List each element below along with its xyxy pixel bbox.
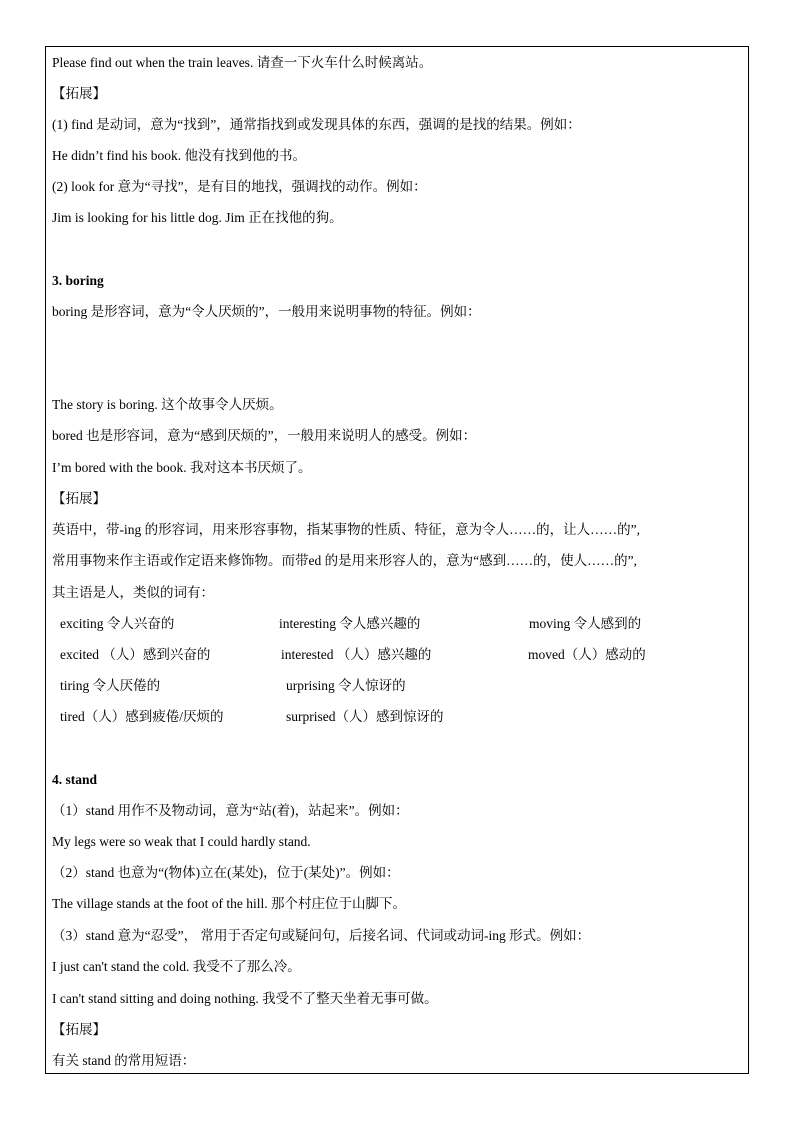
text-line: 英语中，带-ing 的形容词，用来形容事物，指某事物的性质、特征，意为令人……的，让人……的”, [52, 522, 640, 537]
word-moving: moving 令人感到的 [529, 616, 642, 631]
text-line: （1）stand 用作不及物动词，意为“站(着)，站起来”。例如： [52, 803, 409, 818]
text-line: I can't stand sitting and doing nothing. 我受不了整天坐着无事可做。 [52, 991, 438, 1006]
text-line: My legs were so weak that I could hardly stand. [52, 834, 311, 849]
text-line: I’m bored with the book. 我对这本书厌烦了。 [52, 460, 312, 475]
word-excited: excited （人）感到兴奋的 [60, 647, 211, 662]
text-line: He didn’t find his book. 他没有找到他的书。 [52, 148, 306, 163]
text-line: bored 也是形容词，意为“感到厌烦的”，一般用来说明人的感受。例如： [52, 428, 477, 443]
word-interesting: interesting 令人感兴趣的 [279, 616, 421, 631]
text-line: The story is boring. 这个故事令人厌烦。 [52, 397, 283, 412]
word-interested: interested （人）感兴趣的 [281, 647, 432, 662]
text-line: Jim is looking for his little dog. Jim 正在找他的狗。 [52, 210, 343, 225]
word-tired: tired（人）感到疲倦/厌烦的 [60, 709, 224, 724]
text-line: Please find out when the train leaves. 请查一下火车什么时候离站。 [52, 55, 433, 70]
section-label-extension: 【拓展】 [52, 1022, 106, 1037]
text-line: (1) find 是动词，意为“找到”，通常指找到或发现具体的东西，强调的是找的结果。例如： [52, 117, 581, 132]
section-label-extension: 【拓展】 [52, 491, 106, 506]
word-moved: moved（人）感动的 [528, 647, 646, 662]
text-line: （2）stand 也意为“(物体)立在(某处)，位于(某处)”。例如： [52, 865, 400, 880]
text-line: I just can't stand the cold. 我受不了那么冷。 [52, 959, 301, 974]
text-line: 有关 stand 的常用短语： [52, 1053, 196, 1068]
text-line: boring 是形容词，意为“令人厌烦的”，一般用来说明事物的特征。例如： [52, 304, 481, 319]
text-line: 其主语是人，类似的词有： [52, 585, 214, 600]
word-tiring: tiring 令人厌倦的 [60, 678, 161, 693]
word-surprised: surprised（人）感到惊讶的 [286, 709, 444, 724]
text-line: 常用事物来作主语或作定语来修饰物。而带ed 的是用来形容人的，意为“感到……的，使人……的”, [52, 553, 637, 568]
text-line: （3）stand 意为“忍受”， 常用于否定句或疑问句，后接名词、代词或动词-ing 形式。例如： [52, 928, 591, 943]
text-line: The village stands at the foot of the hill. 那个村庄位于山脚下。 [52, 896, 406, 911]
word-surprising: urprising 令人惊讶的 [286, 678, 406, 693]
heading-boring: 3. boring [52, 273, 104, 288]
section-label-extension: 【拓展】 [52, 86, 106, 101]
heading-stand: 4. stand [52, 772, 98, 787]
text-line: (2) look for 意为“寻找”，是有目的地找，强调找的动作。例如： [52, 179, 427, 194]
word-exciting: exciting 令人兴奋的 [60, 616, 175, 631]
